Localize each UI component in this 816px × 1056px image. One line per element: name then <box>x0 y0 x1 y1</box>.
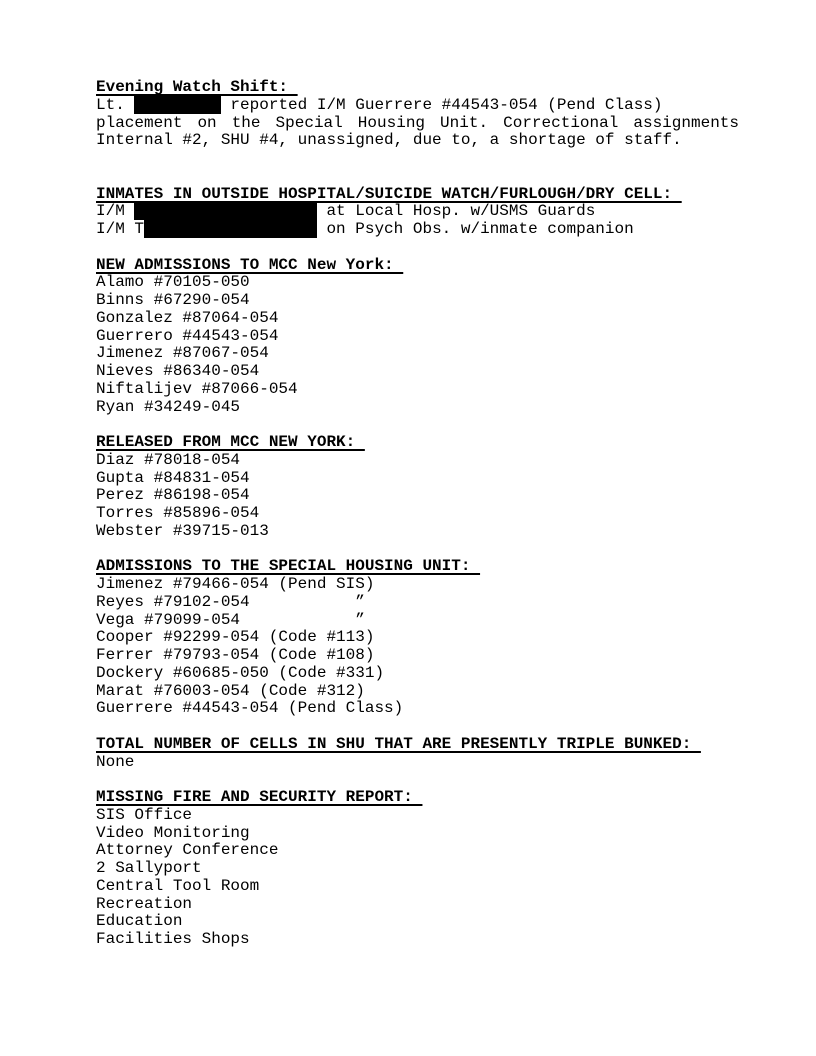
document-line <box>96 274 744 292</box>
section-heading <box>96 79 744 97</box>
text-segment: Guerrere #44543-054 (Pend Class) <box>96 699 404 718</box>
section-heading <box>96 789 744 807</box>
text-segment: at Local Hosp. w/USMS Guards <box>316 202 596 221</box>
document-line <box>96 612 744 630</box>
text-segment: Perez #86198-054 <box>96 486 250 505</box>
text-segment: Recreation <box>96 894 193 913</box>
section-heading-text: Evening Watch Shift: <box>96 78 298 96</box>
text-segment: reported I/M Guerrere #44543-054 (Pend Class) <box>220 95 663 114</box>
document-line <box>96 754 744 772</box>
section-heading <box>96 186 744 204</box>
text-segment: Jimenez #79466-054 (Pend SIS) <box>96 575 375 593</box>
text-segment: Binns #67290-054 <box>96 291 250 309</box>
section-heading <box>96 257 744 275</box>
text-segment: Vega #79099-054 ” <box>96 610 365 629</box>
text-segment: SIS Office <box>96 805 193 824</box>
text-segment: Cooper #92299-054 (Code #113) <box>96 628 375 647</box>
report-section <box>96 434 744 541</box>
document-line <box>96 221 744 239</box>
document-line <box>96 97 744 115</box>
text-segment: Guerrero #44543-054 <box>96 326 279 345</box>
document-line <box>96 310 744 328</box>
section-heading-text: TOTAL NUMBER OF CELLS IN SHU THAT ARE PRESENTLY TRIPLE BUNKED: <box>96 734 701 753</box>
document-line <box>96 594 744 612</box>
text-segment: Dockery #60685-050 (Code #331) <box>96 663 385 682</box>
text-segment: I/M <box>96 202 135 221</box>
text-segment: Gonzalez #87064-054 <box>96 308 279 327</box>
document-line <box>96 576 744 594</box>
text-segment: Attorney Conference <box>96 841 279 860</box>
document-line <box>96 878 744 896</box>
document-line <box>96 913 744 931</box>
document-line <box>96 115 739 133</box>
text-segment: Diaz #78018-054 <box>96 450 241 469</box>
text-segment: Marat #76003-054 (Code #312) <box>96 681 365 700</box>
report-section <box>96 736 744 772</box>
text-segment: Reyes #79102-054 ” <box>96 592 365 611</box>
document-line <box>96 807 744 825</box>
report-section <box>96 257 744 417</box>
redaction-bar <box>134 96 220 114</box>
text-segment: Jimenez #87067-054 <box>96 344 269 363</box>
text-segment: Ryan #34249-045 <box>96 397 241 416</box>
section-heading <box>96 558 744 576</box>
document-content <box>96 79 744 967</box>
text-segment: Lt. <box>96 95 135 114</box>
document-line <box>96 363 744 381</box>
section-heading <box>96 434 744 452</box>
text-segment: Video Monitoring <box>96 823 250 842</box>
text-segment: None <box>96 752 135 771</box>
section-heading-text: MISSING FIRE AND SECURITY REPORT: <box>96 788 423 806</box>
document-line <box>96 399 744 417</box>
document-line <box>96 203 744 221</box>
document-line <box>96 470 744 488</box>
redaction-bar <box>144 220 317 238</box>
document-line <box>96 860 744 878</box>
document-line <box>96 345 744 363</box>
section-heading <box>96 736 744 754</box>
text-segment: placement on the Special Housing Unit. Correctional assignments <box>96 113 739 132</box>
text-segment: Niftalijev #87066-054 <box>96 379 298 398</box>
document-line <box>96 487 744 505</box>
document-line <box>96 505 744 523</box>
report-section <box>96 558 744 718</box>
section-heading-text: NEW ADMISSIONS TO MCC New York: <box>96 255 404 274</box>
text-segment: 2 Sallyport <box>96 859 202 877</box>
document-line <box>96 523 744 541</box>
section-heading-text: RELEASED FROM MCC NEW YORK: <box>96 433 365 451</box>
text-segment: on Psych Obs. w/inmate companion <box>316 220 634 238</box>
document-line <box>96 647 744 665</box>
document-line <box>96 896 744 914</box>
document-line <box>96 132 744 150</box>
text-segment: Education <box>96 912 183 931</box>
text-segment: Alamo #70105-050 <box>96 273 250 292</box>
document-line <box>96 452 744 470</box>
document-line <box>96 292 744 310</box>
section-heading-text: ADMISSIONS TO THE SPECIAL HOUSING UNIT: <box>96 557 481 576</box>
text-segment: Ferrer #79793-054 (Code #108) <box>96 646 375 664</box>
redaction-bar <box>134 202 316 220</box>
text-segment: Central Tool Room <box>96 876 260 895</box>
text-segment: Gupta #84831-054 <box>96 468 250 487</box>
report-section <box>96 79 744 150</box>
document-line <box>96 629 744 647</box>
text-segment: Torres #85896-054 <box>96 504 260 522</box>
document-line <box>96 825 744 843</box>
document-line <box>96 328 744 346</box>
document-line <box>96 683 744 701</box>
document-line <box>96 700 744 718</box>
report-section <box>96 186 744 239</box>
document-line <box>96 665 744 683</box>
text-segment: Facilities Shops <box>96 930 250 948</box>
text-segment: Webster #39715-013 <box>96 521 269 540</box>
document-line <box>96 931 744 949</box>
document-line <box>96 381 744 399</box>
section-heading-text: INMATES IN OUTSIDE HOSPITAL/SUICIDE WATCH/FURLOUGH/DRY CELL: <box>96 184 682 203</box>
text-segment: Nieves #86340-054 <box>96 362 260 380</box>
document-line <box>96 842 744 860</box>
report-section <box>96 789 744 949</box>
text-segment: I/M T <box>96 220 145 238</box>
text-segment: Internal #2, SHU #4, unassigned, due to, a shortage of staff. <box>96 131 682 150</box>
